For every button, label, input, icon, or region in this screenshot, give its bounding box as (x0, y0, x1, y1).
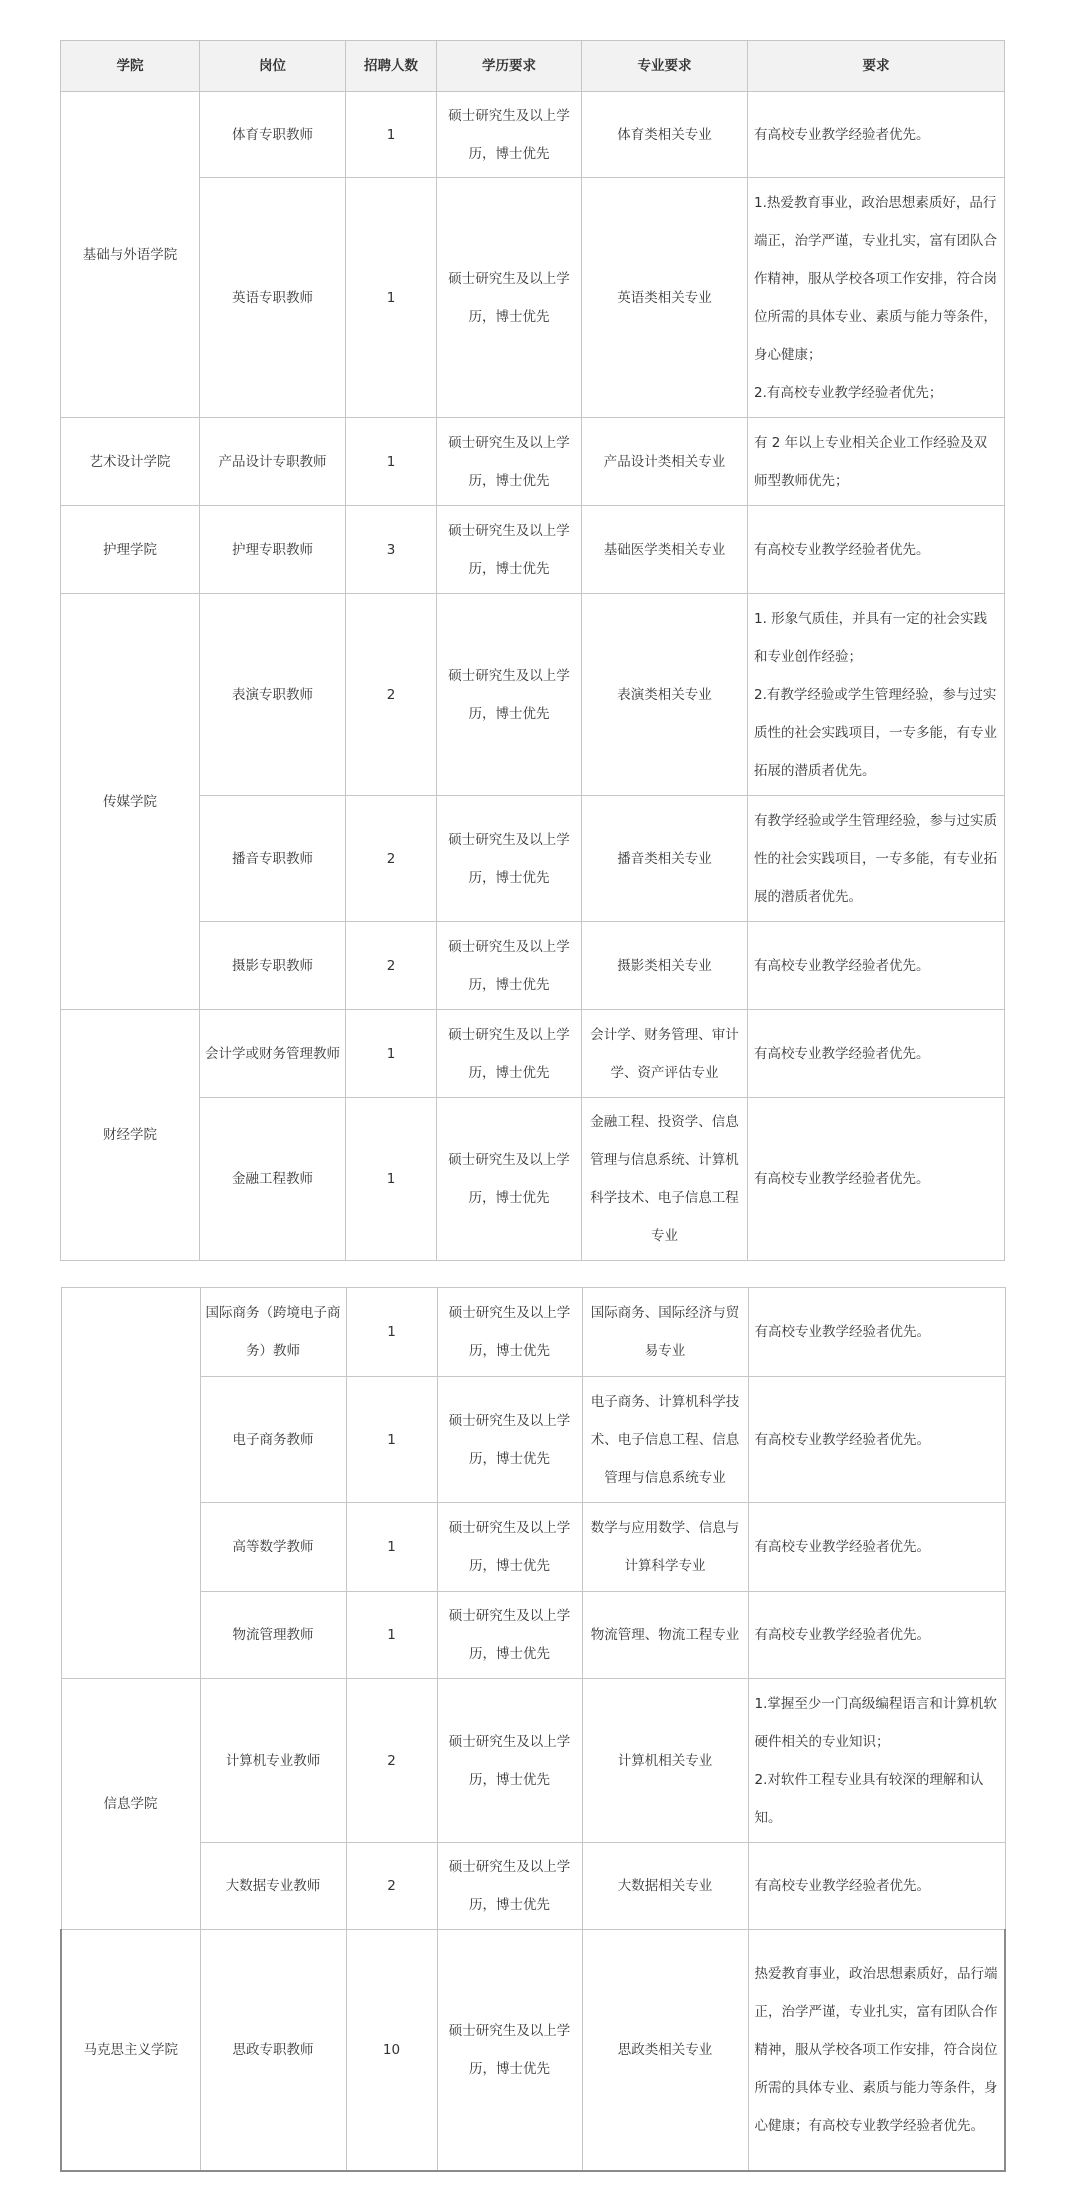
cell-requirements: 1. 形象气质佳，并具有一定的社会实践和专业创作经验； 2.有教学经验或学生管理经验，参与过实质性的社会实践项目，一专多能，有专业拓展的潜质者优先。 (748, 594, 1005, 796)
cell-count: 1 (346, 1377, 437, 1503)
cell-requirements: 有高校专业教学经验者优先。 (748, 1592, 1005, 1679)
table-row (61, 1288, 1005, 1377)
table-body-2 (61, 1288, 1005, 2171)
cell-education: 硕士研究生及以上学历，博士优先 (437, 1010, 582, 1098)
cell-education: 硕士研究生及以上学历，博士优先 (437, 1843, 582, 1930)
cell-education: 硕士研究生及以上学历，博士优先 (437, 1288, 582, 1377)
cell-count: 1 (346, 1592, 437, 1679)
cell-education: 硕士研究生及以上学历，博士优先 (437, 1098, 582, 1261)
cell-count: 1 (346, 1010, 437, 1098)
cell-position: 物流管理教师 (200, 1592, 346, 1679)
cell-position: 会计学或财务管理教师 (200, 1010, 346, 1098)
header-education: 学历要求 (437, 41, 582, 92)
cell-major: 基础医学类相关专业 (582, 506, 748, 594)
cell-college: 护理学院 (61, 506, 200, 594)
recruitment-table-1 (60, 40, 1005, 1261)
cell-requirements: 有高校专业教学经验者优先。 (748, 92, 1005, 178)
cell-college (61, 1288, 200, 1679)
table-row (61, 1679, 1005, 1843)
header-college: 学院 (61, 41, 200, 92)
cell-college: 财经学院 (61, 1010, 200, 1261)
table-row (61, 506, 1005, 594)
cell-position: 英语专职教师 (200, 178, 346, 418)
cell-education: 硕士研究生及以上学历，博士优先 (437, 418, 582, 506)
cell-education: 硕士研究生及以上学历，博士优先 (437, 92, 582, 178)
cell-major: 计算机相关专业 (582, 1679, 748, 1843)
header-count: 招聘人数 (346, 41, 437, 92)
cell-position: 国际商务（跨境电子商务）教师 (200, 1288, 346, 1377)
cell-major: 数学与应用数学、信息与计算科学专业 (582, 1503, 748, 1592)
table-row (61, 1843, 1005, 1930)
cell-education: 硕士研究生及以上学历，博士优先 (437, 1503, 582, 1592)
cell-major: 体育类相关专业 (582, 92, 748, 178)
cell-education: 硕士研究生及以上学历，博士优先 (437, 1679, 582, 1843)
cell-requirements: 有高校专业教学经验者优先。 (748, 506, 1005, 594)
header-requirements: 要求 (748, 41, 1005, 92)
table-body-1 (61, 92, 1005, 1261)
cell-position: 电子商务教师 (200, 1377, 346, 1503)
cell-major: 产品设计类相关专业 (582, 418, 748, 506)
cell-position: 护理专职教师 (200, 506, 346, 594)
cell-education: 硕士研究生及以上学历，博士优先 (437, 796, 582, 922)
cell-position: 思政专职教师 (200, 1930, 346, 2171)
table-row (61, 1592, 1005, 1679)
table-row (61, 178, 1005, 418)
cell-position: 表演专职教师 (200, 594, 346, 796)
cell-count: 3 (346, 506, 437, 594)
cell-position: 金融工程教师 (200, 1098, 346, 1261)
cell-requirements: 有 2 年以上专业相关企业工作经验及双师型教师优先； (748, 418, 1005, 506)
cell-count: 1 (346, 1503, 437, 1592)
cell-requirements: 有高校专业教学经验者优先。 (748, 1377, 1005, 1503)
cell-count: 2 (346, 796, 437, 922)
cell-major: 英语类相关专业 (582, 178, 748, 418)
cell-count: 10 (346, 1930, 437, 2171)
cell-major: 国际商务、国际经济与贸易专业 (582, 1288, 748, 1377)
cell-count: 1 (346, 418, 437, 506)
cell-requirements: 热爱教育事业，政治思想素质好，品行端正，治学严谨，专业扎实，富有团队合作精神，服从学校各项工作安排，符合岗位所需的具体专业、素质与能力等条件，身心健康；有高校专业教学经验者优先。 (748, 1930, 1005, 2171)
cell-count: 2 (346, 922, 437, 1010)
cell-position: 摄影专职教师 (200, 922, 346, 1010)
cell-requirements: 有高校专业教学经验者优先。 (748, 922, 1005, 1010)
cell-college: 马克思主义学院 (61, 1930, 200, 2171)
cell-major: 大数据相关专业 (582, 1843, 748, 1930)
header-row (61, 41, 1005, 92)
cell-education: 硕士研究生及以上学历，博士优先 (437, 1377, 582, 1503)
cell-education: 硕士研究生及以上学历，博士优先 (437, 178, 582, 418)
cell-major: 思政类相关专业 (582, 1930, 748, 2171)
header-position: 岗位 (200, 41, 346, 92)
cell-count: 1 (346, 1288, 437, 1377)
cell-college: 艺术设计学院 (61, 418, 200, 506)
cell-college: 基础与外语学院 (61, 92, 200, 418)
cell-major: 电子商务、计算机科学技术、电子信息工程、信息管理与信息系统专业 (582, 1377, 748, 1503)
cell-major: 金融工程、投资学、信息管理与信息系统、计算机科学技术、电子信息工程专业 (582, 1098, 748, 1261)
table-row (61, 92, 1005, 178)
cell-position: 大数据专业教师 (200, 1843, 346, 1930)
cell-requirements: 有高校专业教学经验者优先。 (748, 1843, 1005, 1930)
cell-position: 计算机专业教师 (200, 1679, 346, 1843)
table-row (61, 1503, 1005, 1592)
cell-count: 2 (346, 1679, 437, 1843)
cell-requirements: 1.热爱教育事业，政治思想素质好，品行端正，治学严谨，专业扎实，富有团队合作精神，服从学校各项工作安排，符合岗位所需的具体专业、素质与能力等条件，身心健康； 2.有高校专业教学经验者优先； (748, 178, 1005, 418)
table-row (61, 594, 1005, 796)
cell-college: 传媒学院 (61, 594, 200, 1010)
cell-count: 2 (346, 594, 437, 796)
cell-requirements: 1.掌握至少一门高级编程语言和计算机软硬件相关的专业知识； 2.对软件工程专业具有较深的理解和认知。 (748, 1679, 1005, 1843)
table-row (61, 796, 1005, 922)
cell-position: 高等数学教师 (200, 1503, 346, 1592)
cell-requirements: 有高校专业教学经验者优先。 (748, 1503, 1005, 1592)
table-row (61, 1930, 1005, 2171)
cell-position: 播音专职教师 (200, 796, 346, 922)
cell-position: 体育专职教师 (200, 92, 346, 178)
header-major: 专业要求 (582, 41, 748, 92)
cell-count: 1 (346, 1098, 437, 1261)
cell-requirements: 有高校专业教学经验者优先。 (748, 1010, 1005, 1098)
cell-major: 会计学、财务管理、审计学、资产评估专业 (582, 1010, 748, 1098)
table-row (61, 1010, 1005, 1098)
cell-requirements: 有教学经验或学生管理经验，参与过实质性的社会实践项目，一专多能，有专业拓展的潜质者优先。 (748, 796, 1005, 922)
cell-major: 播音类相关专业 (582, 796, 748, 922)
cell-education: 硕士研究生及以上学历，博士优先 (437, 506, 582, 594)
cell-education: 硕士研究生及以上学历，博士优先 (437, 922, 582, 1010)
cell-requirements: 有高校专业教学经验者优先。 (748, 1288, 1005, 1377)
cell-education: 硕士研究生及以上学历，博士优先 (437, 1592, 582, 1679)
cell-requirements: 有高校专业教学经验者优先。 (748, 1098, 1005, 1261)
table-row (61, 418, 1005, 506)
table-row (61, 922, 1005, 1010)
cell-count: 1 (346, 178, 437, 418)
cell-count: 1 (346, 92, 437, 178)
table-row (61, 1098, 1005, 1261)
table-row (61, 1377, 1005, 1503)
cell-position: 产品设计专职教师 (200, 418, 346, 506)
cell-education: 硕士研究生及以上学历，博士优先 (437, 594, 582, 796)
cell-major: 摄影类相关专业 (582, 922, 748, 1010)
cell-college: 信息学院 (61, 1679, 200, 1930)
cell-count: 2 (346, 1843, 437, 1930)
cell-education: 硕士研究生及以上学历，博士优先 (437, 1930, 582, 2171)
recruitment-table-2 (60, 1287, 1006, 2172)
cell-major: 表演类相关专业 (582, 594, 748, 796)
cell-major: 物流管理、物流工程专业 (582, 1592, 748, 1679)
